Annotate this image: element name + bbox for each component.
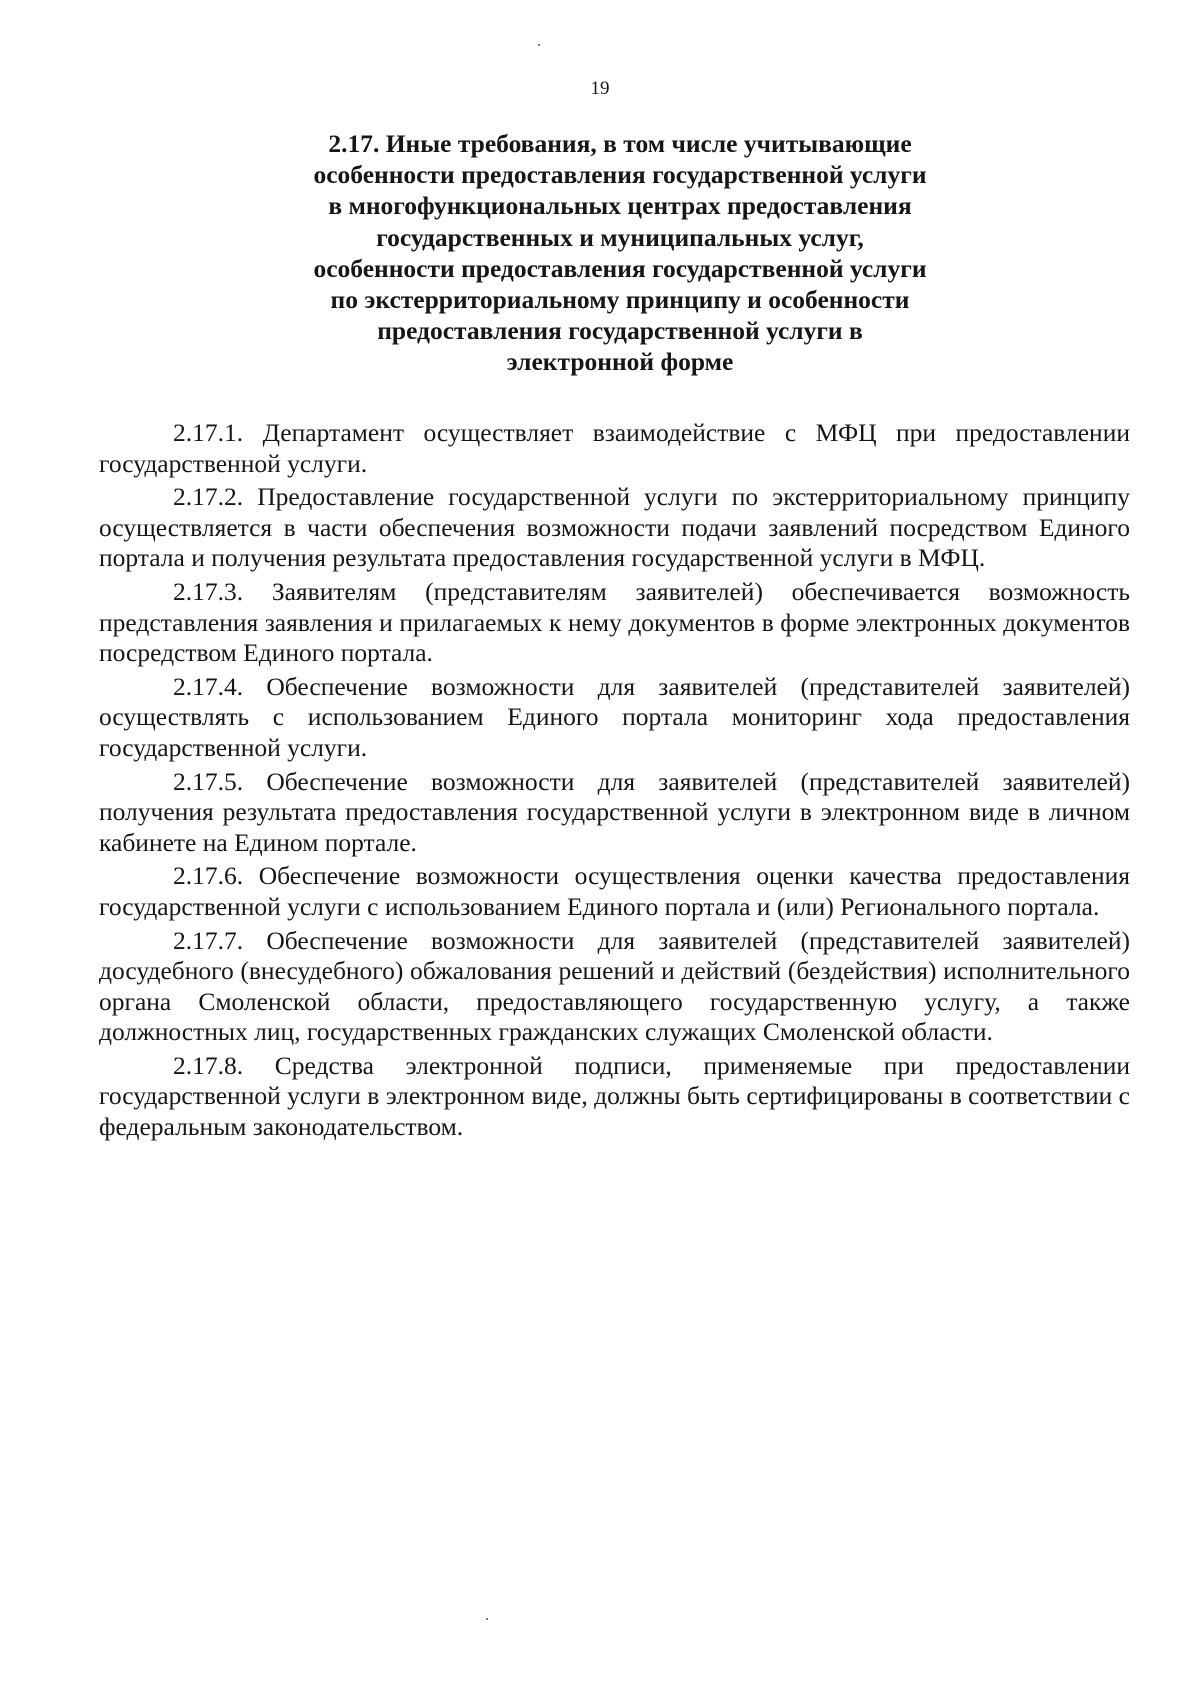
paragraph-2-17-7: 2.17.7. Обеспечение возможности для заявителей (представителей заявителей) досудебного (внесудебного) обжалования решений и действий (бездействия) исполнительного органа Смоленской области, предоставляющего государственную услугу, а также должностных лиц, государственных гражданских служащих Смоленской области. bbox=[99, 925, 1130, 1047]
page-number: 19 bbox=[590, 78, 610, 99]
heading-line: в многофункциональных центрах предоставления bbox=[328, 191, 912, 221]
paragraph-2-17-3: 2.17.3. Заявителям (представителям заявителей) обеспечивается возможность представления заявления и прилагаемых к нему документов в форме электронных документов посредством Единого портала. bbox=[99, 576, 1130, 668]
paragraph-2-17-1: 2.17.1. Департамент осуществляет взаимодействие с МФЦ при предоставлении государственной услуги. bbox=[99, 418, 1130, 478]
heading-line: 2.17. Иные требования, в том числе учитывающие bbox=[328, 129, 912, 158]
paragraph-2-17-5: 2.17.5. Обеспечение возможности для заявителей (представителей заявителей) получения результата предоставления государственной услуги в электронном виде в личном кабинете на Едином портале. bbox=[99, 766, 1130, 857]
paragraph-2-17-6: 2.17.6. Обеспечение возможности осуществления оценки качества предоставления государственной услуги с использованием Единого портала и (или) Регионального портала. bbox=[99, 861, 1130, 921]
section-heading bbox=[225, 128, 1015, 378]
heading-line: государственных и муниципальных услуг, bbox=[376, 222, 864, 252]
heading-line: электронной форме bbox=[506, 347, 734, 377]
paragraph-2-17-8: 2.17.8. Средства электронной подписи, применяемые при предоставлении государственной услуги в электронном виде, должны быть сертифицированы в соответствии с федеральным законодательством. bbox=[99, 1050, 1130, 1142]
heading-line: по экстерриториальному принципу и особенности bbox=[330, 285, 910, 315]
section-body bbox=[99, 418, 1130, 1143]
heading-line: особенности предоставления государственной услуги bbox=[313, 253, 927, 283]
scan-speck bbox=[486, 1618, 488, 1620]
heading-line: предоставления государственной услуги в bbox=[377, 316, 863, 346]
scan-speck bbox=[538, 44, 540, 46]
paragraph-2-17-4: 2.17.4. Обеспечение возможности для заявителей (представителей заявителей) осуществлять с использованием Единого портала мониторинг хода предоставления государственной услуги. bbox=[99, 671, 1130, 762]
heading-line: особенности предоставления государственной услуги bbox=[313, 160, 927, 190]
paragraph-2-17-2: 2.17.2. Предоставление государственной услуги по экстерриториальному принципу осуществляется в части обеспечения возможности подачи заявлений посредством Единого портала и получения результата предоставления государственной услуги в МФЦ. bbox=[99, 482, 1130, 573]
